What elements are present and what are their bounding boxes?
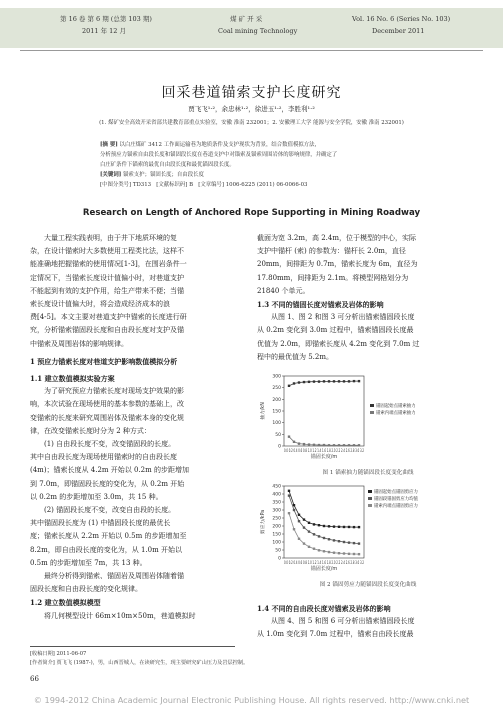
data-point	[323, 444, 325, 446]
data-point	[333, 525, 335, 527]
plot-frame	[284, 486, 364, 558]
data-point	[308, 530, 310, 532]
data-point	[333, 552, 335, 554]
body-line: 8.2m，即自由段长度的变化为，从 1.0m 开始以	[30, 545, 182, 554]
figure-2-caption: 图 2 锚固剪应力随锚固段长度变化曲线	[319, 582, 417, 588]
data-point	[298, 381, 300, 383]
body-line: 从 1.0m 变化到 7.0m 过程中，锚索自由段长度最	[257, 630, 414, 639]
data-point	[298, 514, 300, 516]
header-rule	[20, 50, 483, 51]
abstract-line: 白庄矿条件下锚索的最优自由段长度和最优锚固段长度。	[100, 162, 235, 168]
data-point	[313, 380, 315, 382]
data-point	[318, 380, 320, 382]
footnote-received: [收稿日期] 2011-06-07	[30, 651, 87, 657]
body-line: 杂，在设计锚索时大多数使用工程类比法，这样不	[30, 247, 184, 256]
data-point	[298, 538, 300, 540]
right-column-tail	[257, 602, 477, 642]
data-point	[308, 443, 310, 445]
abstract	[100, 140, 412, 190]
data-point	[313, 533, 315, 535]
abstract-line: 分析预应力锚索自由段长度和锚固段长度在巷道支护中对锚索及锚索周围岩体的影响规律，并确定了	[100, 152, 338, 158]
data-point	[293, 441, 295, 443]
data-point	[348, 553, 350, 555]
body-line: 不能起到有效的支护作用，给生产带来不便；当锚	[30, 286, 184, 295]
body-line: 索长度设计值偏大时，将会造成经济成本的浪	[30, 300, 170, 309]
figure-2-chart	[258, 482, 478, 574]
y-tick-label: 100	[272, 421, 281, 427]
figure-1-caption: 图 1 锚索抽力随锚固段长度变化曲线	[322, 470, 414, 476]
data-point	[293, 504, 295, 506]
legend-swatch	[370, 404, 374, 407]
doc-value: B	[189, 182, 194, 188]
legend-label: 锚索内端点锚固剪应力	[374, 504, 418, 509]
data-point	[358, 526, 360, 528]
keywords: 锚索支护；锚固长度；自由段长度	[123, 172, 204, 178]
data-point	[298, 442, 300, 444]
subsection-heading: 1.1 建立数值模拟实验方案	[30, 374, 115, 384]
data-point	[288, 494, 290, 496]
data-point	[318, 444, 320, 446]
data-point	[333, 380, 335, 382]
authors: 贾飞飞¹·²，余忠林¹·²，徐进玉¹·²，李胜利¹·²	[188, 105, 315, 113]
affiliation: (1. 煤矿安全高效开采省部共建教育部重点实验室，安徽 淮南 232001；2. 安徽理工大学 能源与安全学院，安徽 淮南 232001)	[99, 120, 404, 126]
data-point	[353, 553, 355, 555]
y-tick-label: 100	[272, 540, 281, 546]
data-point	[328, 380, 330, 382]
data-point	[343, 541, 345, 543]
body-line: 定情况下，当锚索长度设计值偏小时，对巷道支护	[30, 273, 184, 282]
left-column	[30, 232, 235, 623]
body-line: 中锚索及周围岩体的影响规律。	[30, 339, 128, 348]
body-line: 响，本次试验在现场使用的基本参数的基础上，改	[30, 400, 184, 409]
data-point	[338, 552, 340, 554]
data-point	[303, 381, 305, 383]
body-line: 最终分析得到锚索、锚固岩及周围岩体随着锚	[44, 572, 184, 581]
x-tick-labels: 0.0 0.2 0.4 0.6 0.8 1.0 1.2 1.4 1.6 1.8 2.0 2.2 2.4 2.6 2.8 3.0 3.2	[284, 560, 365, 565]
data-point	[358, 553, 360, 555]
y-tick-label: 250	[272, 516, 281, 522]
y-tick-label: 350	[272, 500, 281, 506]
body-line: 将几何模型设计 66m×10m×50m，巷道模拟时	[44, 611, 196, 620]
y-tick-label: 250	[272, 386, 281, 392]
y-tick-label: 150	[272, 409, 281, 415]
abstract-label: [摘 要]	[100, 142, 118, 148]
legend-swatch	[368, 490, 372, 493]
series-line	[289, 513, 359, 554]
id-label: [文章编号]	[198, 182, 225, 188]
body-line: 究，分析锚索锚固段长度和自由段长度对支护及锚	[30, 326, 184, 335]
data-point	[343, 552, 345, 554]
y-tick-label: 200	[272, 524, 281, 530]
body-line: 21840 个单元。	[257, 286, 310, 295]
data-point	[348, 444, 350, 446]
legend-swatch	[370, 411, 374, 414]
body-line: 为了研究预应力锚索长度对现场支护效果的影	[44, 387, 184, 396]
data-point	[303, 443, 305, 445]
data-point	[353, 444, 355, 446]
data-point	[318, 535, 320, 537]
data-point	[348, 380, 350, 382]
data-point	[303, 518, 305, 520]
body-line: 其中锚固段长度为 (1) 中锚固段长度的最优长	[30, 519, 171, 528]
y-axis-label: 剪应力/kPa	[261, 509, 266, 535]
y-tick-label: 400	[272, 492, 281, 498]
data-point	[348, 541, 350, 543]
x-axis-label: 锚固长度/m	[310, 566, 338, 572]
body-line: 从图 4、图 5 和图 6 可分析出锚索锚固段长度	[271, 617, 415, 626]
legend-label: 锚固起始点锚固剪应力	[374, 490, 418, 495]
section-heading: 1 预应力锚索长度对巷道支护影响数值模拟分析	[30, 356, 178, 366]
header-month: December 2011	[372, 27, 425, 35]
body-line: (4m)；锚索长度从 4.2m 开始以 0.2m 的步距增加	[30, 466, 189, 475]
right-column	[257, 232, 477, 364]
data-point	[288, 512, 290, 514]
id-value: 1006-6225 (2011) 06-0066-03	[225, 182, 308, 188]
clc-value: TD313	[132, 182, 152, 188]
data-point	[308, 381, 310, 383]
data-point	[328, 538, 330, 540]
body-line: 度；锚索长度从 2.2m 开始以 0.5m 的步距增加至	[30, 532, 187, 541]
y-tick-label: 150	[272, 532, 281, 538]
data-point	[313, 548, 315, 550]
body-line: 固段长度和自由段长度的变化规律。	[30, 585, 142, 594]
legend-label: 锚固起始点锚索抽力	[376, 404, 416, 409]
data-point	[358, 380, 360, 382]
data-point	[298, 520, 300, 522]
data-point	[293, 382, 295, 384]
body-line: 0.5m 的步距增加至 7m，共 13 种。	[30, 558, 147, 567]
y-tick-label: 450	[272, 484, 281, 490]
y-tick-label: 300	[272, 374, 281, 380]
legend-swatch	[368, 497, 372, 500]
body-line: (1) 自由段长度不变，改变锚固段的长度。	[44, 440, 176, 449]
footnote-rule	[30, 646, 235, 647]
data-point	[328, 444, 330, 446]
legend-swatch	[368, 504, 372, 507]
header-issue: 第 16 卷 第 6 期 (总第 103 期)	[60, 15, 152, 23]
data-point	[353, 542, 355, 544]
body-line: 程中的最优值为 5.2m。	[257, 352, 333, 361]
data-point	[303, 542, 305, 544]
x-axis-label: 锚固长度/m	[310, 454, 338, 460]
abstract-line: 以白庄煤矿 3412 工作面运输巷为地质条件及支护现状为背景，结合数值模拟方法，	[119, 142, 320, 148]
subsection-heading: 1.3 不同的锚固长度对锚索及岩体的影响	[257, 300, 384, 310]
header-volume: Vol. 16 No. 6 (Series No. 103)	[352, 15, 451, 23]
english-title: Research on Length of Anchored Rope Supporting in Mining Roadway	[82, 208, 421, 218]
data-point	[348, 526, 350, 528]
data-point	[313, 523, 315, 525]
page-title: 回采巷道锚索支护长度研究	[161, 85, 342, 101]
body-line: 到 7.0m，即锚固段长度的变化为，从 0.2m 开始	[30, 479, 185, 488]
header-journal-en: Coal mining Technology	[218, 27, 298, 35]
body-line: 支护中锚杆 (索) 的参数为：锚杆长 2.0m，直径	[257, 247, 406, 256]
data-point	[323, 537, 325, 539]
subsection-heading: 1.2 建立数值模拟模型	[30, 598, 101, 608]
data-point	[288, 435, 290, 437]
data-point	[313, 444, 315, 446]
data-point	[338, 444, 340, 446]
y-axis-label: 抽力/kN	[261, 402, 266, 420]
data-point	[328, 525, 330, 527]
y-tick-label: 200	[272, 397, 281, 403]
data-point	[353, 526, 355, 528]
data-point	[318, 524, 320, 526]
footnote-author: [作者简介] 贾飞飞 (1987-)，男，山西晋城人，在读研究生，现主要研究矿山压力及岩层控制。	[30, 660, 249, 666]
y-tick-label: 300	[272, 508, 281, 514]
data-point	[308, 546, 310, 548]
data-point	[343, 380, 345, 382]
data-point	[333, 444, 335, 446]
body-line: 能准确地把握锚索的使用情况[1-3]，在围岩条件一	[30, 260, 187, 269]
footnotes	[30, 650, 270, 668]
y-tick-label: 50	[275, 548, 281, 554]
doc-label: [文献标识码]	[156, 182, 188, 188]
body-line: 律，在改变锚索长度时分为 2 种方式：	[30, 426, 151, 435]
body-line: 从图 1、图 2 和图 3 可分析出锚索锚固段长度	[271, 313, 415, 322]
legend-label: 锚固段锚固剪应力均值	[374, 497, 418, 502]
series-line	[289, 496, 359, 544]
body-line: 从 0.2m 变化到 3.0m 过程中，锚索锚固段长度最	[257, 326, 414, 335]
plot-frame	[284, 376, 364, 446]
y-tick-label: 0	[278, 556, 281, 562]
body-line: 17.80mm，间排距为 2.1m。将模型网格划分为	[257, 273, 409, 282]
copyright-footer: © 1994-2012 China Academic Journal Electronic Publishing House. All rights reserved. http://www.cnki.net	[33, 695, 470, 705]
body-line: 截面为宽 3.2m，高 2.4m，位于模型的中心，实际	[257, 234, 416, 242]
data-point	[303, 526, 305, 528]
body-line: 优值为 2.0m，即锚索长度从 4.2m 变化到 7.0m 过	[257, 339, 420, 348]
body-line: 其中自由段长度为现场使用锚索时的自由段长度	[30, 453, 177, 462]
clc-label: [中图分类号]	[100, 182, 132, 188]
data-point	[333, 539, 335, 541]
body-line: 20mm，间排距为 0.7m，锚索长度为 6m，直径为	[257, 260, 418, 269]
legend-label: 锚索内端点锚索抽力	[376, 411, 416, 416]
header-journal-cn: 煤 矿 开 采	[230, 15, 263, 23]
data-point	[338, 380, 340, 382]
body-line: 大量工程实践表明，由于井下地质环境的复	[44, 234, 177, 242]
data-point	[343, 526, 345, 528]
body-line: 变锚索的长度来研究周围岩体及锚索本身的变化规	[30, 413, 184, 422]
keywords-label: [关键词]	[100, 172, 122, 178]
data-point	[318, 549, 320, 551]
data-point	[308, 522, 310, 524]
data-point	[358, 542, 360, 544]
data-point	[358, 444, 360, 446]
data-point	[353, 380, 355, 382]
y-tick-label: 0	[278, 444, 281, 450]
journal-header	[0, 8, 503, 48]
y-tick-label: 50	[275, 432, 281, 438]
data-point	[328, 551, 330, 553]
data-point	[288, 385, 290, 387]
data-point	[338, 526, 340, 528]
data-point	[323, 550, 325, 552]
x-tick-labels: 0.0 0.2 0.4 0.6 0.8 1.0 1.2 1.4 1.6 1.8 2.0 2.2 2.4 2.6 2.8 3.0 3.2	[284, 448, 365, 453]
subsection-heading: 1.4 不同的自由段长度对锚索及岩体的影响	[257, 604, 391, 613]
data-point	[343, 444, 345, 446]
header-date: 2011 年 12 月	[82, 27, 127, 35]
data-point	[338, 540, 340, 542]
data-point	[323, 525, 325, 527]
body-line: 费[4-5]。本文主要对巷道支护中锚索的长度进行研	[30, 313, 187, 322]
page-number: 66	[30, 675, 39, 683]
data-point	[323, 380, 325, 382]
data-point	[288, 490, 290, 492]
figure-1-chart	[258, 372, 478, 462]
data-point	[293, 509, 295, 511]
data-point	[293, 528, 295, 530]
body-line: 以 0.2m 的步距增加至 3.0m，共 15 种。	[30, 492, 163, 501]
body-line: (2) 锚固段长度不变，改变自由段的长度。	[44, 506, 176, 515]
